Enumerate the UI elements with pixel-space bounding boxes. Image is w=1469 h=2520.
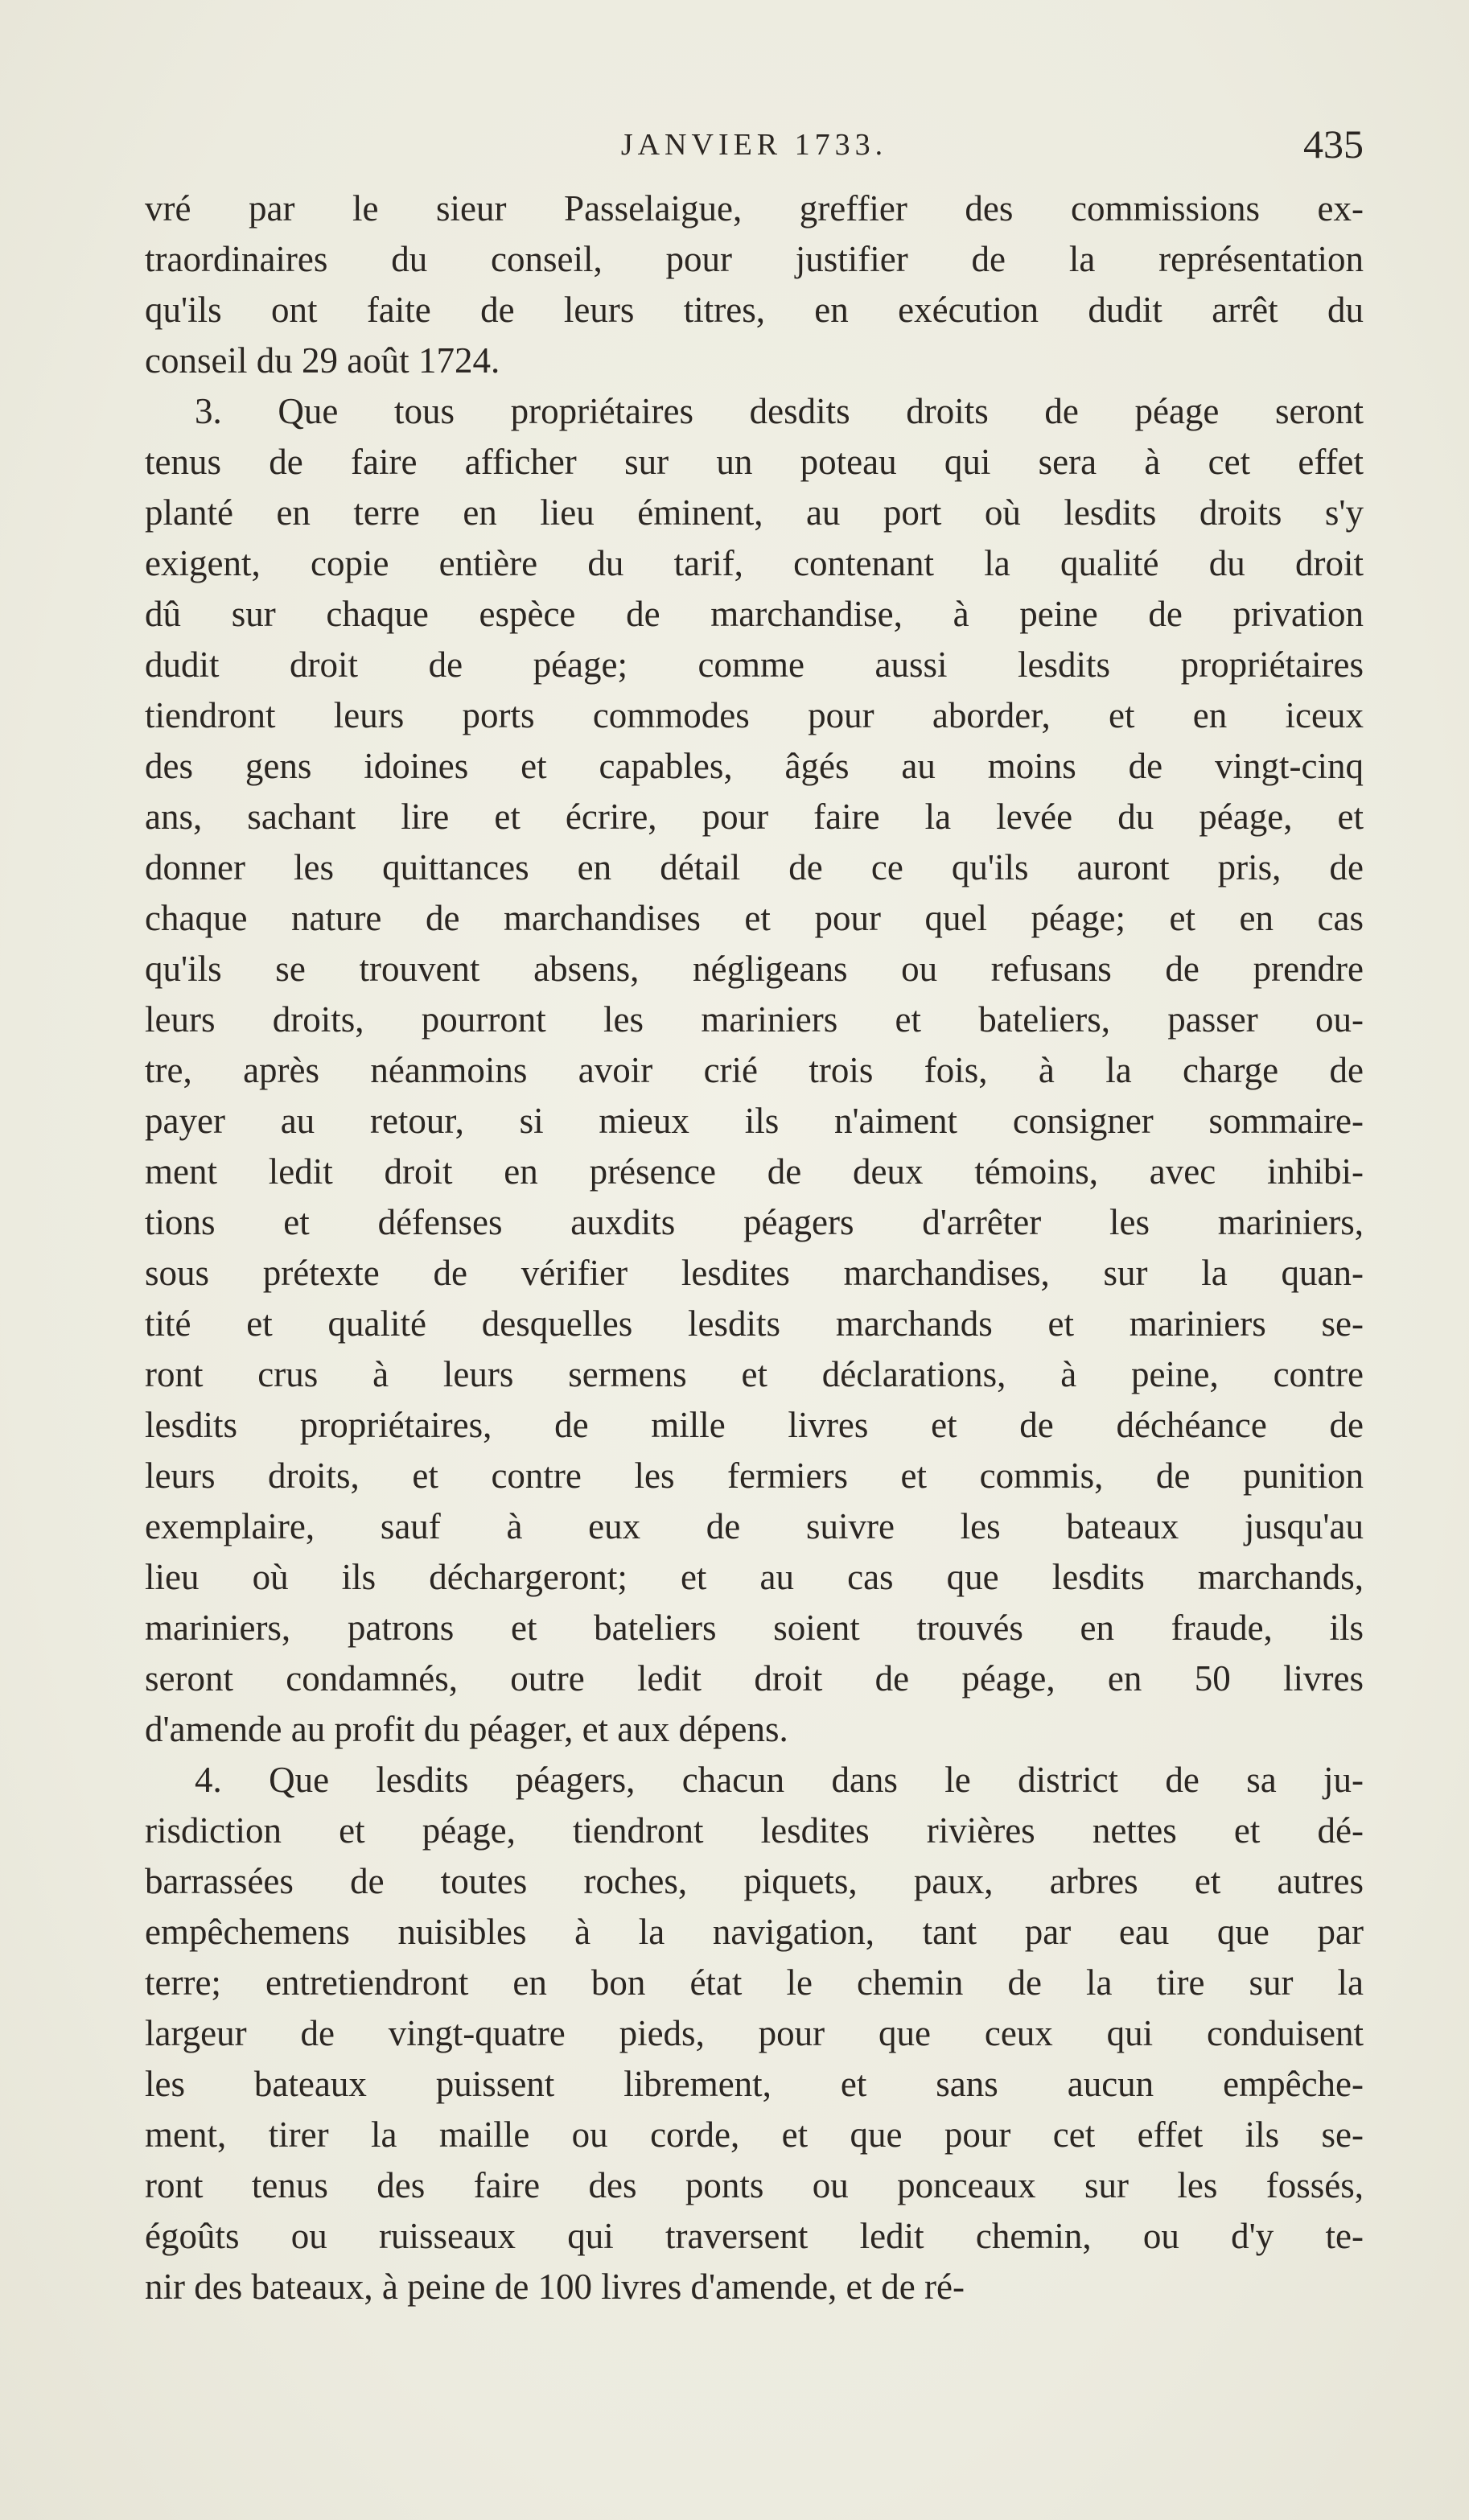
text-line: seront condamnés, outre ledit droit de péage, en 50 livres (145, 1658, 1364, 1699)
text-line: tiendront leurs ports commodes pour aborder, et en iceux (145, 695, 1364, 735)
paragraph (145, 386, 1364, 1755)
text-line: conseil du 29 août 1724. (145, 340, 500, 381)
text-line: exemplaire, sauf à eux de suivre les bateaux jusqu'au (145, 1506, 1364, 1546)
text-line: les bateaux puissent librement, et sans aucun empêche- (145, 2064, 1364, 2104)
text-line: planté en terre en lieu éminent, au port où lesdits droits s'y (145, 492, 1364, 533)
paragraph (145, 1755, 1364, 2312)
text-line: tenus de faire afficher sur un poteau qui sera à cet effet (145, 442, 1364, 482)
text-line: ront crus à leurs sermens et déclarations, à peine, contre (145, 1354, 1364, 1394)
text-line: lieu où ils déchargeront; et au cas que lesdits marchands, (145, 1557, 1364, 1597)
page-number: 435 (1303, 121, 1364, 167)
text-line: tité et qualité desquelles lesdits marchands et mariniers se- (145, 1303, 1364, 1344)
text-line: mariniers, patrons et bateliers soient trouvés en fraude, ils (145, 1608, 1364, 1648)
text-line: risdiction et péage, tiendront lesdites rivières nettes et dé- (145, 1810, 1364, 1851)
text-line: 3. Que tous propriétaires desdits droits de péage seront (195, 391, 1364, 431)
text-line: chaque nature de marchandises et pour quel péage; et en cas (145, 898, 1364, 938)
running-title: JANVIER 1733. (620, 128, 888, 162)
text-line: ment ledit droit en présence de deux témoins, avec inhibi- (145, 1151, 1364, 1192)
running-head (145, 121, 1364, 169)
text-line: égoûts ou ruisseaux qui traversent ledit chemin, ou d'y te- (145, 2216, 1364, 2256)
text-line: exigent, copie entière du tarif, contenant la qualité du droit (145, 543, 1364, 583)
text-line: donner les quittances en détail de ce qu'ils auront pris, de (145, 847, 1364, 887)
text-line: leurs droits, et contre les fermiers et commis, de punition (145, 1456, 1364, 1496)
text-line: leurs droits, pourront les mariniers et bateliers, passer ou- (145, 999, 1364, 1040)
text-line: empêchemens nuisibles à la navigation, tant par eau que par (145, 1912, 1364, 1952)
text-line: nir des bateaux, à peine de 100 livres d'amende, et de ré- (145, 2267, 965, 2307)
text-line: largeur de vingt-quatre pieds, pour que ceux qui conduisent (145, 2013, 1364, 2053)
text-line: qu'ils ont faite de leurs titres, en exécution dudit arrêt du (145, 290, 1364, 330)
text-line: vré par le sieur Passelaigue, greffier des commissions ex- (145, 188, 1364, 229)
paragraph (145, 183, 1364, 386)
text-line: sous prétexte de vérifier lesdites marchandises, sur la quan- (145, 1253, 1364, 1293)
text-line: lesdits propriétaires, de mille livres et de déchéance de (145, 1405, 1364, 1445)
text-line: ans, sachant lire et écrire, pour faire la levée du péage, et (145, 797, 1364, 837)
text-line: traordinaires du conseil, pour justifier de la représentation (145, 239, 1364, 279)
text-line: barrassées de toutes roches, piquets, paux, arbres et autres (145, 1861, 1364, 1901)
body-text (145, 183, 1364, 2312)
text-line: terre; entretiendront en bon état le chemin de la tire sur la (145, 1962, 1364, 2003)
text-line: dû sur chaque espèce de marchandise, à peine de privation (145, 594, 1364, 634)
text-line: ront tenus des faire des ponts ou ponceaux sur les fossés, (145, 2165, 1364, 2205)
text-line: qu'ils se trouvent absens, négligeans ou refusans de prendre (145, 949, 1364, 989)
text-line: payer au retour, si mieux ils n'aiment consigner sommaire- (145, 1101, 1364, 1141)
text-line: ment, tirer la maille ou corde, et que pour cet effet ils se- (145, 2114, 1364, 2155)
text-line: tre, après néanmoins avoir crié trois fois, à la charge de (145, 1050, 1364, 1090)
text-line: des gens idoines et capables, âgés au moins de vingt-cinq (145, 746, 1364, 786)
text-line: tions et défenses auxdits péagers d'arrêter les mariniers, (145, 1202, 1364, 1242)
text-line: 4. Que lesdits péagers, chacun dans le district de sa ju- (195, 1760, 1364, 1800)
text-line: d'amende au profit du péager, et aux dépens. (145, 1709, 788, 1749)
text-line: dudit droit de péage; comme aussi lesdits propriétaires (145, 644, 1364, 685)
